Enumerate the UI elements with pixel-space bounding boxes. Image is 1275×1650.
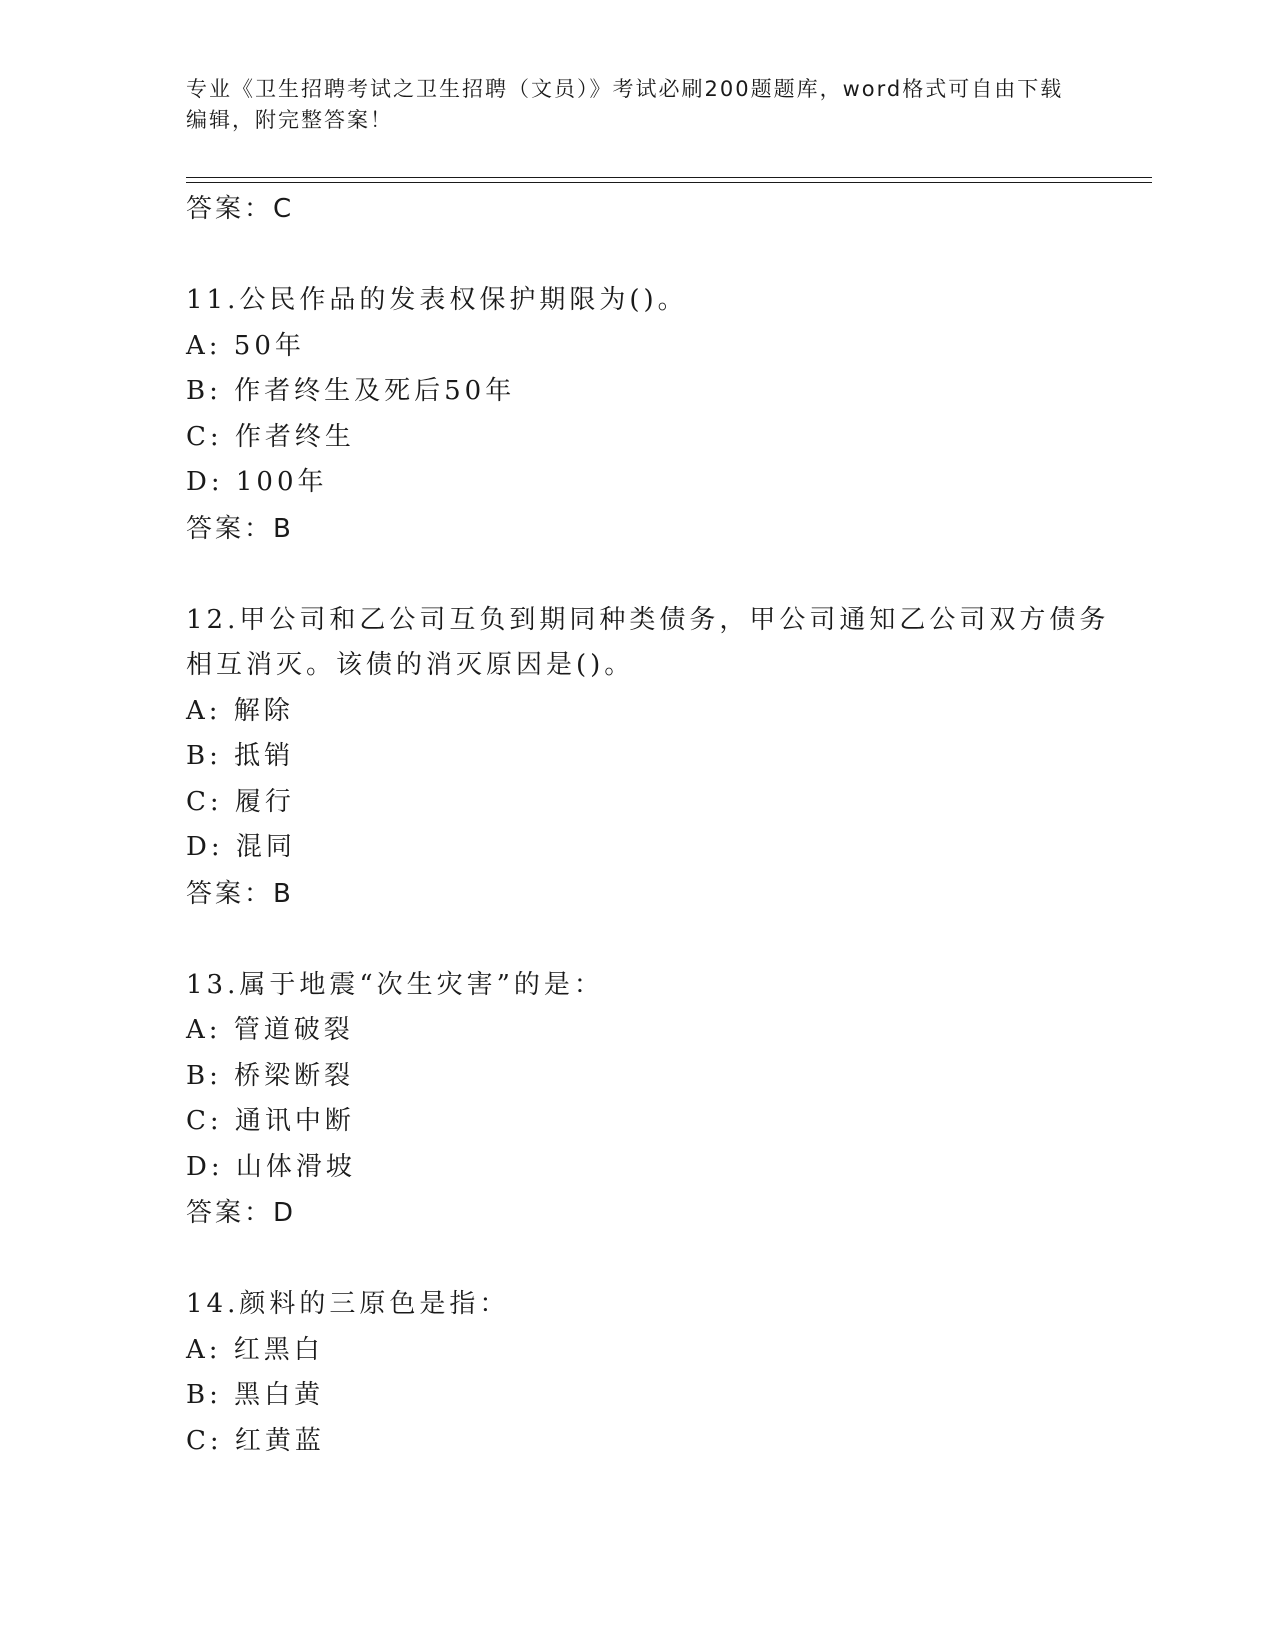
answer-q13: 答案：D [186, 1198, 297, 1228]
option-c: C: 作者终生 [186, 421, 355, 452]
answer-q11: 答案：B [186, 513, 294, 544]
question-13 [186, 963, 1086, 1237]
question-11 [186, 278, 1086, 552]
option-d: D: 100年 [186, 467, 328, 497]
header-rule-bottom [186, 182, 1152, 183]
option-b: B: 作者终生及死后50年 [186, 376, 516, 406]
answer-q12: 答案：B [186, 878, 294, 909]
answer-q10: 答案：C [186, 194, 295, 224]
document-header: 专业《卫生招聘考试之卫生招聘（文员）》考试必刷200题题库，word格式可自由下载编辑，附完整答案！ [186, 77, 1064, 132]
document-body [186, 186, 1110, 1464]
spacer [186, 1236, 1086, 1282]
question-stem: 11.公民作品的发表权保护期限为()。 [186, 285, 688, 315]
option-a: A: 解除 [186, 695, 294, 726]
question-stem-line-1: 12.甲公司和乙公司互负到期同种类债务，甲公司通知乙公司双方债务 [186, 604, 1110, 635]
option-b: B: 桥梁断裂 [186, 1060, 355, 1091]
spacer [186, 232, 1086, 278]
question-12 [186, 598, 1110, 917]
question-stem-line-2: 相互消灭。该债的消灭原因是()。 [186, 650, 635, 680]
question-stem: 13.属于地震“次生灾害”的是： [186, 969, 604, 1000]
spacer [186, 552, 1086, 598]
question-14 [186, 1282, 1086, 1464]
option-a: A: 管道破裂 [186, 1015, 354, 1045]
option-c: C: 红黄蓝 [186, 1425, 325, 1456]
header-rule-top [186, 177, 1152, 178]
option-b: B: 抵销 [186, 741, 295, 771]
question-stem: 14.颜料的三原色是指： [186, 1289, 510, 1319]
option-c: C: 履行 [186, 786, 295, 817]
option-b: B: 黑白黄 [186, 1380, 325, 1410]
spacer [186, 917, 1086, 963]
option-c: C: 通讯中断 [186, 1106, 355, 1136]
option-d: D: 山体滑坡 [186, 1151, 356, 1182]
option-a: A: 50年 [186, 330, 305, 361]
option-d: D: 混同 [186, 832, 296, 862]
option-a: A: 红黑白 [186, 1334, 324, 1365]
